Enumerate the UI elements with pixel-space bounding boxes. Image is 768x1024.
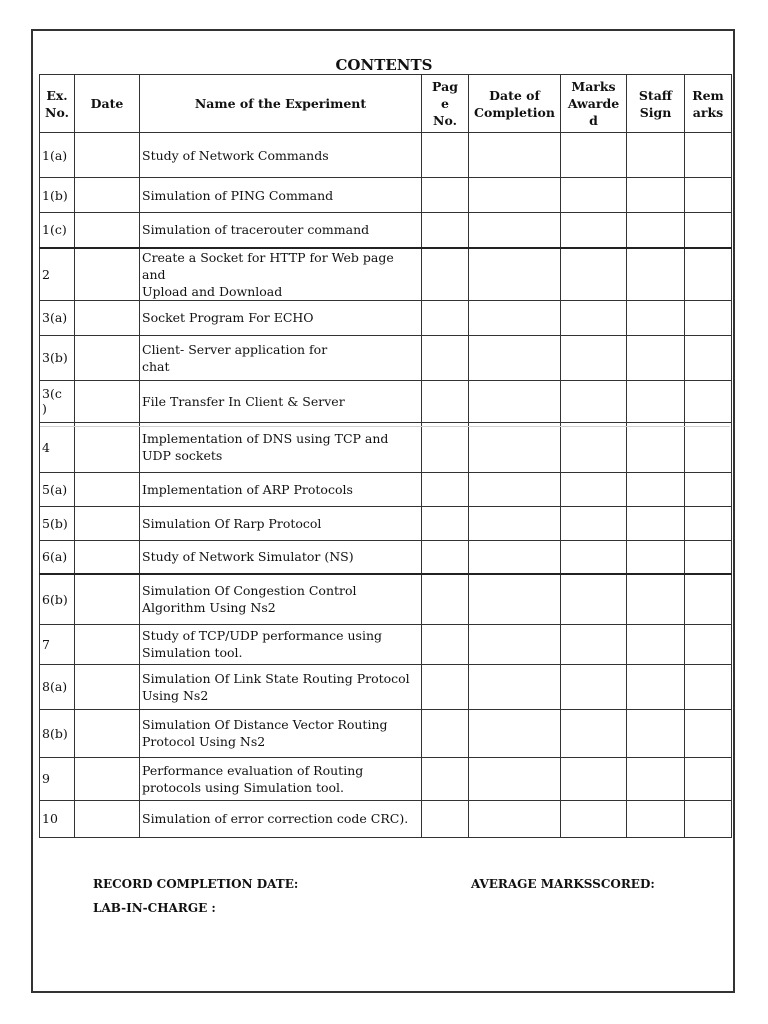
marks-cell (561, 664, 627, 709)
staff-sign-cell (627, 178, 685, 213)
completion-date-cell (469, 709, 561, 757)
completion-date-cell (469, 133, 561, 178)
page-no-cell (422, 574, 469, 624)
ex-no-cell: 3(a) (40, 300, 75, 335)
ex-no-cell: 6(b) (40, 574, 75, 624)
col-ex-no: Ex. No. (40, 75, 75, 133)
col-date: Date (75, 75, 140, 133)
record-completion-date-label: RECORD COMPLETION DATE: (93, 877, 299, 891)
contents-table (39, 74, 732, 838)
date-cell (75, 800, 140, 837)
col-staff-sign: Staff Sign (627, 75, 685, 133)
completion-date-cell (469, 757, 561, 800)
experiment-name-cell: Study of TCP/UDP performance using Simulation tool. (140, 624, 422, 664)
marks-cell (561, 506, 627, 540)
staff-sign-cell (627, 133, 685, 178)
remarks-cell (685, 422, 732, 472)
marks-cell (561, 380, 627, 422)
experiment-name-cell: Socket Program For ECHO (140, 300, 422, 335)
page-no-cell (422, 380, 469, 422)
marks-cell (561, 540, 627, 574)
staff-sign-cell (627, 574, 685, 624)
experiment-name-cell: Study of Network Simulator (NS) (140, 540, 422, 574)
staff-sign-cell (627, 800, 685, 837)
page-no-cell (422, 472, 469, 506)
table-row (40, 335, 732, 380)
ex-no-cell: 3(b) (40, 335, 75, 380)
page-no-cell (422, 133, 469, 178)
remarks-cell (685, 757, 732, 800)
page-no-cell (422, 422, 469, 472)
table-row (40, 133, 732, 178)
lab-in-charge-label: LAB-IN-CHARGE : (93, 901, 216, 915)
staff-sign-cell (627, 757, 685, 800)
col-completion: Date of Completion (469, 75, 561, 133)
date-cell (75, 300, 140, 335)
table-row (40, 709, 732, 757)
page-no-cell (422, 248, 469, 301)
completion-date-cell (469, 800, 561, 837)
marks-cell (561, 574, 627, 624)
col-page-no: Pag e No. (422, 75, 469, 133)
header-row (40, 75, 732, 133)
ex-no-cell: 2 (40, 248, 75, 301)
completion-date-cell (469, 472, 561, 506)
page-no-cell (422, 213, 469, 248)
experiment-name-cell: Simulation of error correction code CRC). (140, 800, 422, 837)
page-no-cell (422, 664, 469, 709)
date-cell (75, 133, 140, 178)
table-row (40, 506, 732, 540)
remarks-cell (685, 335, 732, 380)
remarks-cell (685, 574, 732, 624)
table-row (40, 624, 732, 664)
col-marks: Marks Awarde d (561, 75, 627, 133)
completion-date-cell (469, 540, 561, 574)
completion-date-cell (469, 506, 561, 540)
col-remarks: Rem arks (685, 75, 732, 133)
staff-sign-cell (627, 380, 685, 422)
completion-date-cell (469, 624, 561, 664)
marks-cell (561, 624, 627, 664)
remarks-cell (685, 248, 732, 301)
completion-date-cell (469, 335, 561, 380)
col-name: Name of the Experiment (140, 75, 422, 133)
marks-cell (561, 248, 627, 301)
ex-no-cell: 8(b) (40, 709, 75, 757)
date-cell (75, 757, 140, 800)
staff-sign-cell (627, 709, 685, 757)
marks-cell (561, 709, 627, 757)
experiment-name-cell: Study of Network Commands (140, 133, 422, 178)
page-no-cell (422, 540, 469, 574)
staff-sign-cell (627, 664, 685, 709)
page-no-cell (422, 757, 469, 800)
experiment-name-cell: Implementation of DNS using TCP and UDP sockets (140, 422, 422, 472)
ex-no-cell: 1(b) (40, 178, 75, 213)
table-row (40, 800, 732, 837)
remarks-cell (685, 709, 732, 757)
date-cell (75, 335, 140, 380)
page-no-cell (422, 300, 469, 335)
date-cell (75, 624, 140, 664)
completion-date-cell (469, 422, 561, 472)
staff-sign-cell (627, 422, 685, 472)
experiment-name-cell: Performance evaluation of Routing protocols using Simulation tool. (140, 757, 422, 800)
date-cell (75, 380, 140, 422)
date-cell (75, 178, 140, 213)
date-cell (75, 213, 140, 248)
staff-sign-cell (627, 624, 685, 664)
page-no-cell (422, 335, 469, 380)
remarks-cell (685, 380, 732, 422)
date-cell (75, 540, 140, 574)
marks-cell (561, 213, 627, 248)
experiment-name-cell: Client- Server application for chat (140, 335, 422, 380)
marks-cell (561, 335, 627, 380)
staff-sign-cell (627, 248, 685, 301)
staff-sign-cell (627, 472, 685, 506)
remarks-cell (685, 178, 732, 213)
average-marks-label: AVERAGE MARKSSCORED: (471, 877, 655, 891)
ex-no-cell: 5(b) (40, 506, 75, 540)
experiment-name-cell: Simulation Of Link State Routing Protocol Using Ns2 (140, 664, 422, 709)
marks-cell (561, 300, 627, 335)
table-row (40, 664, 732, 709)
ex-no-cell: 5(a) (40, 472, 75, 506)
page-no-cell (422, 506, 469, 540)
table-row (40, 213, 732, 248)
completion-date-cell (469, 248, 561, 301)
table-row (40, 472, 732, 506)
experiment-name-cell: Simulation Of Distance Vector Routing Protocol Using Ns2 (140, 709, 422, 757)
remarks-cell (685, 472, 732, 506)
ex-no-cell: 7 (40, 624, 75, 664)
table-row (40, 178, 732, 213)
table-row (40, 248, 732, 301)
marks-cell (561, 178, 627, 213)
marks-cell (561, 422, 627, 472)
staff-sign-cell (627, 506, 685, 540)
date-cell (75, 709, 140, 757)
completion-date-cell (469, 213, 561, 248)
experiment-name-cell: Create a Socket for HTTP for Web page and Upload and Download (140, 248, 422, 301)
remarks-cell (685, 800, 732, 837)
completion-date-cell (469, 178, 561, 213)
marks-cell (561, 800, 627, 837)
remarks-cell (685, 213, 732, 248)
ex-no-cell: 1(c) (40, 213, 75, 248)
ex-no-cell: 1(a) (40, 133, 75, 178)
date-cell (75, 506, 140, 540)
experiment-name-cell: Simulation of tracerouter command (140, 213, 422, 248)
page-title: CONTENTS (335, 56, 433, 74)
table-row (40, 380, 732, 422)
ex-no-cell: 8(a) (40, 664, 75, 709)
remarks-cell (685, 300, 732, 335)
experiment-name-cell: Simulation of PING Command (140, 178, 422, 213)
date-cell (75, 422, 140, 472)
marks-cell (561, 472, 627, 506)
table-row (40, 422, 732, 472)
completion-date-cell (469, 300, 561, 335)
staff-sign-cell (627, 540, 685, 574)
ex-no-cell: 10 (40, 800, 75, 837)
table-row (40, 757, 732, 800)
staff-sign-cell (627, 213, 685, 248)
page-no-cell (422, 800, 469, 837)
completion-date-cell (469, 380, 561, 422)
ex-no-cell: 6(a) (40, 540, 75, 574)
ex-no-cell: 4 (40, 422, 75, 472)
experiment-name-cell: Simulation Of Rarp Protocol (140, 506, 422, 540)
remarks-cell (685, 624, 732, 664)
ex-no-cell: 3(c ) (40, 380, 75, 422)
staff-sign-cell (627, 335, 685, 380)
table-row (40, 574, 732, 624)
completion-date-cell (469, 664, 561, 709)
staff-sign-cell (627, 300, 685, 335)
completion-date-cell (469, 574, 561, 624)
date-cell (75, 248, 140, 301)
remarks-cell (685, 506, 732, 540)
remarks-cell (685, 540, 732, 574)
page-no-cell (422, 709, 469, 757)
table-row (40, 300, 732, 335)
experiment-name-cell: Implementation of ARP Protocols (140, 472, 422, 506)
page-no-cell (422, 624, 469, 664)
ex-no-cell: 9 (40, 757, 75, 800)
date-cell (75, 574, 140, 624)
marks-cell (561, 757, 627, 800)
date-cell (75, 664, 140, 709)
divider-line (40, 426, 730, 427)
experiment-name-cell: File Transfer In Client & Server (140, 380, 422, 422)
remarks-cell (685, 133, 732, 178)
remarks-cell (685, 664, 732, 709)
experiment-name-cell: Simulation Of Congestion Control Algorithm Using Ns2 (140, 574, 422, 624)
date-cell (75, 472, 140, 506)
page-no-cell (422, 178, 469, 213)
marks-cell (561, 133, 627, 178)
table-row (40, 540, 732, 574)
